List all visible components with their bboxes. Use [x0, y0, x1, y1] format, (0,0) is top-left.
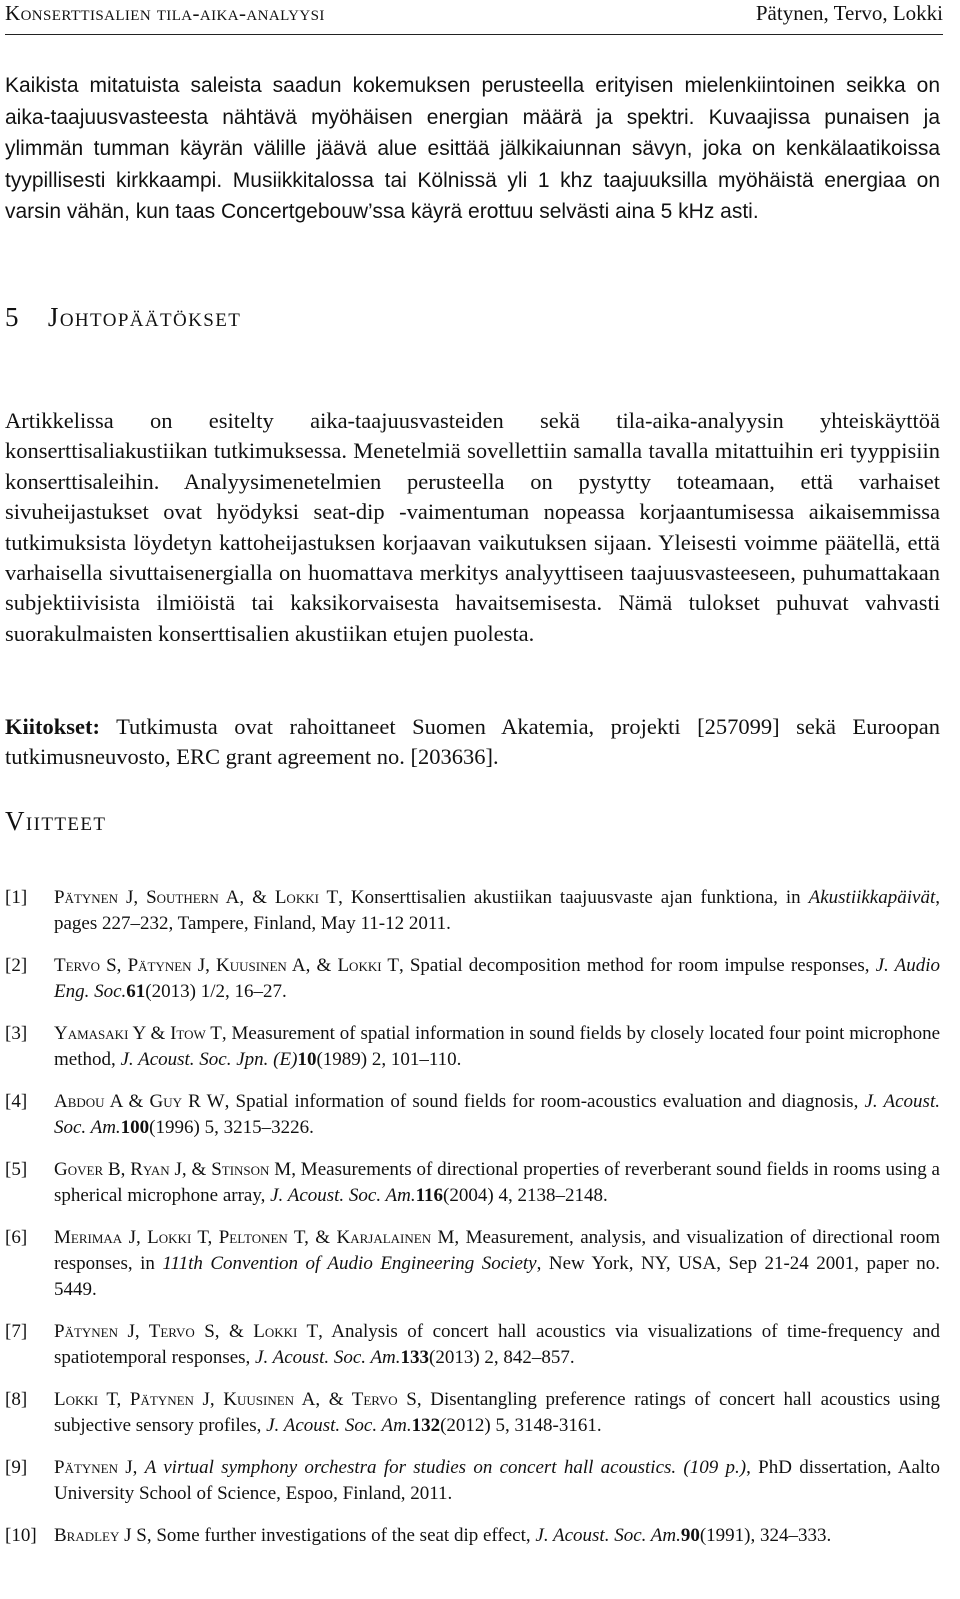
reference-item: [5, 885, 940, 937]
reference-venue: J. Acoust. Soc. Am.: [270, 1185, 416, 1206]
section-title: Johtopäätökset: [47, 302, 242, 332]
reference-authors: Tervo S, Pätynen J, Kuusinen A, & Lokki T: [54, 955, 399, 976]
reference-details: (1989) 2, 101–110.: [316, 1049, 462, 1070]
reference-text: , Measurement of spatial information in sound fields by closely located four point microphone method,: [54, 1023, 941, 1070]
reference-text: ,: [132, 1457, 145, 1478]
reference-number: [2]: [5, 955, 28, 976]
reference-details: , pages 227–232, Tampere, Finland, May 11-12 2011.: [54, 887, 940, 934]
reference-venue: J. Acoust. Soc. Am.: [535, 1525, 681, 1546]
reference-number: [7]: [5, 1321, 28, 1342]
reference-item: [5, 1455, 940, 1507]
reference-authors: Bradley J S: [54, 1525, 147, 1546]
reference-venue: A virtual symphony orchestra for studies on concert hall acoustics. (109 p.): [144, 1457, 747, 1478]
reference-volume: 116: [415, 1185, 444, 1206]
reference-text: , Analysis of concert hall acoustics via visualizations of time-frequency and spatiotemporal responses,: [54, 1321, 940, 1368]
reference-authors: Gover B, Ryan J, & Stinson M: [54, 1159, 292, 1180]
reference-item: [5, 1021, 940, 1073]
reference-number: [9]: [5, 1457, 28, 1478]
reference-details: , New York, NY, USA, Sep 21-24 2001, paper no. 5449.: [54, 1253, 941, 1300]
reference-item: [5, 1157, 940, 1209]
reference-text: , Some further investigations of the seat dip effect,: [146, 1525, 536, 1546]
section-heading: [5, 302, 241, 333]
reference-item: [5, 1089, 940, 1141]
reference-details: (2013) 1/2, 16–27.: [145, 981, 287, 1002]
reference-volume: 90: [680, 1525, 700, 1546]
reference-item: [5, 1225, 940, 1303]
reference-number: [8]: [5, 1389, 28, 1410]
reference-authors: Yamasaki Y & Itow T: [54, 1023, 222, 1044]
conclusions-paragraph: Artikkelissa on esitelty aika-taajuusvasteiden sekä tila-aika-analyysin yhteiskäyttöä konserttisaliakustiikan tutkimuksessa. Menetelmiä sovellettiin samalla tavalla mitattuihin eri tyyppisiin konserttisaleihin. Analyysimenetelmien perusteella on pystytty toteamaan, että varhaiset sivuheijastukset ovat hyödyksi seat-dip -vaimentuman nopeassa korjaantumisessa aikaisemmissa tutkimuksista löydetyn kattoheijastuksen korjaavan vaikutuksen sijaan. Yleisesti voimme päätellä, että varhaisella sivuttaisenergialla on huomattava merkitys analyyttiseen taajuusvasteeseen, puhumattakaan subjektiivisista ilmiöistä tai kaksikorvaisesta havaitsemisesta. Nämä tulokset puhuvat vahvasti suorakulmaisten konserttisalien akustiikan etujen puolesta.: [5, 408, 940, 646]
acknowledgements-paragraph: [5, 712, 940, 773]
running-header-authors: Pätynen, Tervo, Lokki: [755, 1, 943, 25]
reference-text: , Spatial decomposition method for room impulse responses,: [398, 955, 876, 976]
reference-volume: 61: [126, 981, 146, 1002]
reference-authors: Merimaa J, Lokki T, Peltonen T, & Karjalainen M: [54, 1227, 455, 1248]
reference-text: , Disentangling preference ratings of concert hall acoustics using subjective sensory profiles,: [54, 1389, 940, 1436]
reference-item: [5, 953, 940, 1005]
reference-item: [5, 1387, 940, 1439]
reference-text: , Measurements of directional properties of reverberant sound fields in rooms using a spherical microphone array,: [54, 1159, 940, 1206]
reference-authors: Pätynen J: [54, 1457, 133, 1478]
reference-list: [5, 885, 940, 1565]
reference-venue: 111th Convention of Audio Engineering Society: [162, 1253, 537, 1274]
reference-text: , Spatial information of sound fields for room-acoustics evaluation and diagnosis,: [224, 1091, 865, 1112]
reference-number: [6]: [5, 1227, 28, 1248]
reference-item: [5, 1523, 940, 1549]
intro-paragraph: Kaikista mitatuista saleista saadun kokemuksen perusteella erityisen mielenkiintoinen seikka on aika-taajuusvasteesta nähtävä myöhäisen energian määrä ja spektri. Kuvaajissa punaisen ja ylimmän tumman käyrän välille jäävä alue esittää jälkikaiunnan sävyn, joka on kenkälaatikoissa tyypillisesti kirkkaampi. Musiikkitalossa tai Kölnissä yli 1 khz taajuuksilla myöhäistä energiaa on varsin vähän, kun taas Concertgebouw’ssa käyrä erottuu selvästi aina 5 kHz asti.: [5, 74, 940, 223]
reference-details: (1996) 5, 3215–3226.: [149, 1117, 314, 1138]
reference-authors: Lokki T, Pätynen J, Kuusinen A, & Tervo S: [54, 1389, 417, 1410]
reference-details: (1991), 324–333.: [699, 1525, 832, 1546]
reference-authors: Pätynen J, Tervo S, & Lokki T: [54, 1321, 319, 1342]
reference-item: [5, 1319, 940, 1371]
reference-details: (2004) 4, 2138–2148.: [443, 1185, 608, 1206]
reference-venue: J. Audio Eng. Soc.: [54, 955, 941, 1002]
reference-volume: 132: [411, 1415, 441, 1436]
reference-details: (2012) 5, 3148-3161.: [440, 1415, 602, 1436]
reference-text: , Measurement, analysis, and visualization of directional room responses, in: [54, 1227, 941, 1274]
running-header-title: Konserttisalien tila-aika-analyysi: [5, 1, 325, 25]
reference-venue: J. Acoust. Soc. Jpn. (E): [120, 1049, 298, 1070]
reference-venue: J. Acoust. Soc. Am.: [54, 1091, 940, 1138]
reference-volume: 100: [120, 1117, 150, 1138]
acknowledgements-text: Tutkimusta ovat rahoittaneet Suomen Akatemia, projekti [257099] sekä Euroopan tutkimusneuvosto, ERC grant agreement no. [203636].: [5, 714, 940, 770]
reference-number: [3]: [5, 1023, 28, 1044]
reference-details: (2013) 2, 842–857.: [429, 1347, 575, 1368]
reference-details: , PhD dissertation, Aalto University School of Science, Espoo, Finland, 2011.: [54, 1457, 940, 1504]
references-heading: Viitteet: [5, 806, 107, 836]
reference-venue: Akustiikkapäivät: [808, 887, 936, 908]
reference-number: [5]: [5, 1159, 28, 1180]
section-number: 5: [5, 302, 20, 332]
reference-venue: J. Acoust. Soc. Am.: [266, 1415, 412, 1436]
reference-number: [1]: [5, 887, 28, 908]
header-rule: [5, 34, 943, 35]
reference-volume: 133: [400, 1347, 430, 1368]
reference-authors: Pätynen J, Southern A, & Lokki T: [54, 887, 339, 908]
reference-text: , Konserttisalien akustiikan taajuusvaste ajan funktiona, in: [338, 887, 809, 908]
reference-number: [10]: [5, 1525, 37, 1546]
reference-venue: J. Acoust. Soc. Am.: [255, 1347, 401, 1368]
reference-number: [4]: [5, 1091, 28, 1112]
reference-volume: 10: [297, 1049, 317, 1070]
acknowledgements-label: Kiitokset:: [5, 714, 100, 739]
reference-authors: Abdou A & Guy R W: [54, 1091, 225, 1112]
